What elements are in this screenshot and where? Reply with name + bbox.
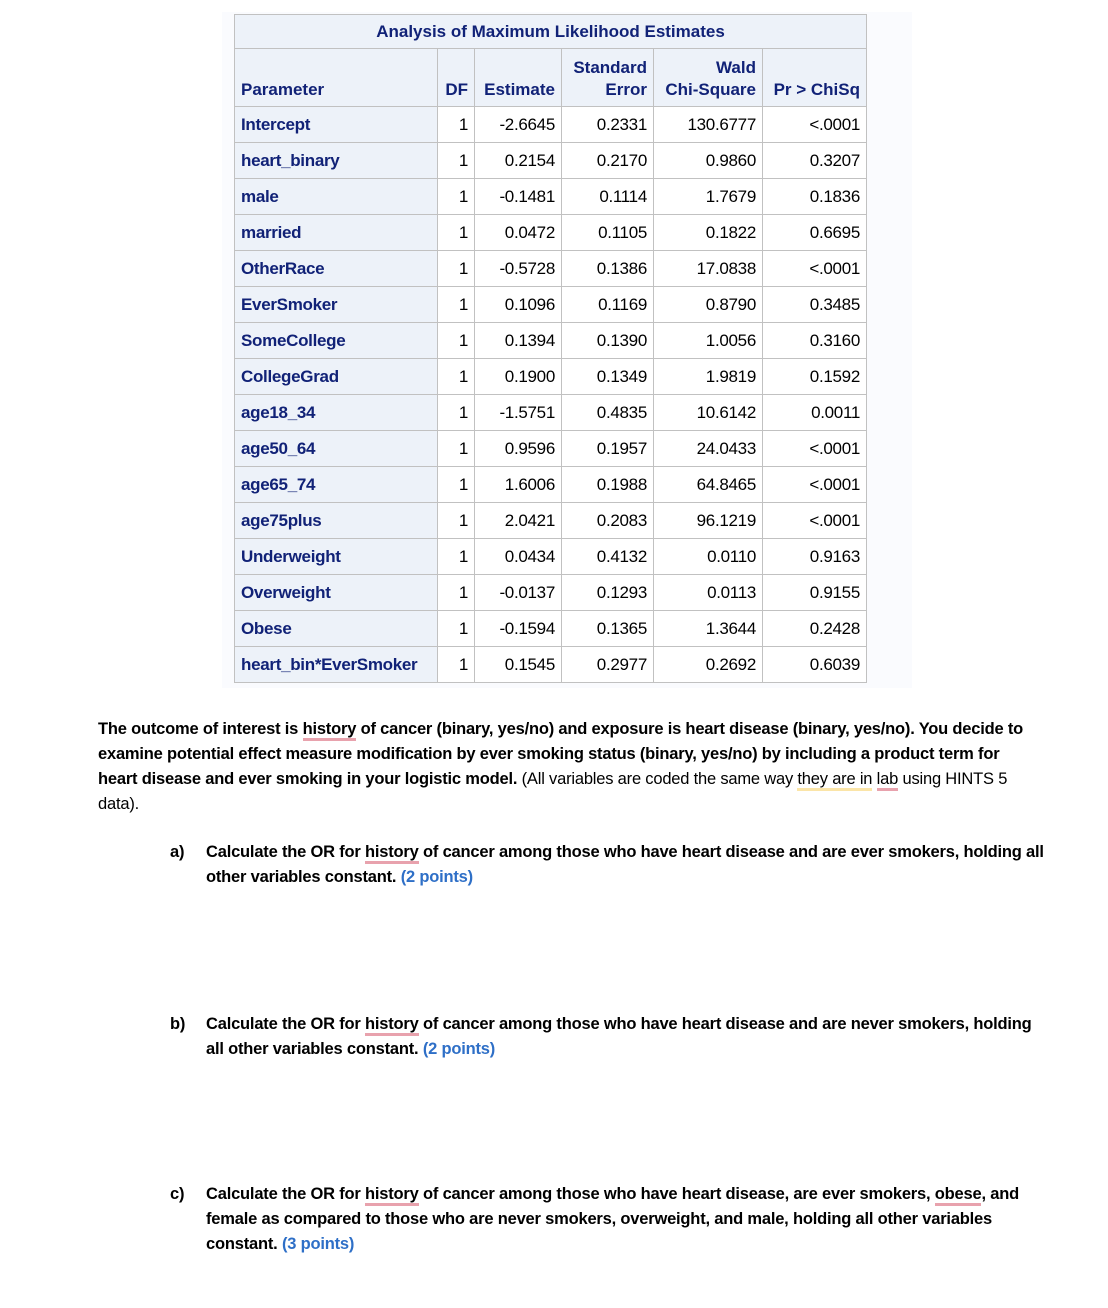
question-text-part: of cancer among those who have heart disease, are ever smokers, xyxy=(418,1185,935,1203)
intro-text: The outcome of interest is xyxy=(98,720,303,738)
cell-wald: 24.0433 xyxy=(654,431,763,467)
cell-wald: 0.0110 xyxy=(654,539,763,575)
cell-wald: 130.6777 xyxy=(654,107,763,143)
cell-estimate: -2.6645 xyxy=(475,107,562,143)
question-label: a) xyxy=(170,843,185,861)
cell-se: 0.1169 xyxy=(562,287,654,323)
question-text-part: history xyxy=(365,1185,419,1206)
cell-estimate: 0.9596 xyxy=(475,431,562,467)
points-label: (3 points) xyxy=(281,1235,355,1253)
points-label: (2 points) xyxy=(400,868,473,886)
question-c xyxy=(170,1182,1050,1257)
cell-se: 0.1114 xyxy=(562,179,654,215)
cell-p: <.0001 xyxy=(763,467,867,503)
cell-p: 0.9155 xyxy=(763,575,867,611)
header-estimate: Estimate xyxy=(475,49,562,107)
header-wald-line2: Chi-Square xyxy=(665,80,756,99)
cell-parameter: CollegeGrad xyxy=(235,359,438,395)
table-row xyxy=(235,251,867,287)
cell-p: <.0001 xyxy=(763,251,867,287)
table-row xyxy=(235,143,867,179)
table-row xyxy=(235,323,867,359)
header-df: DF xyxy=(438,49,475,107)
cell-estimate: 0.2154 xyxy=(475,143,562,179)
question-label: b) xyxy=(170,1015,186,1033)
cell-p: 0.3207 xyxy=(763,143,867,179)
header-se-line2: Error xyxy=(605,80,647,99)
cell-se: 0.1988 xyxy=(562,467,654,503)
cell-p: 0.2428 xyxy=(763,611,867,647)
cell-parameter: married xyxy=(235,215,438,251)
cell-parameter: heart_binary xyxy=(235,143,438,179)
intro-text: history xyxy=(303,720,357,741)
question-text-part: Calculate the OR for xyxy=(206,1015,365,1033)
table-row xyxy=(235,395,867,431)
cell-parameter: Obese xyxy=(235,611,438,647)
question-b xyxy=(170,1012,1050,1062)
table-row xyxy=(235,179,867,215)
cell-estimate: 2.0421 xyxy=(475,503,562,539)
table-row xyxy=(235,539,867,575)
question-text-part: Calculate the OR for xyxy=(206,843,365,861)
cell-wald: 1.7679 xyxy=(654,179,763,215)
cell-p: 0.3485 xyxy=(763,287,867,323)
cell-estimate: -1.5751 xyxy=(475,395,562,431)
intro-text: of cancer (binary, yes/no) and exposure is heart disease (binary, yes/no). You decide to examine potential effect measure modification by ever smoking status (binary, yes/no) by including a product term for heart disease and ever smoking in your logistic model. xyxy=(98,720,1024,788)
cell-parameter: age50_64 xyxy=(235,431,438,467)
cell-parameter: Underweight xyxy=(235,539,438,575)
cell-p: 0.6695 xyxy=(763,215,867,251)
cell-parameter: male xyxy=(235,179,438,215)
question-text-part: of cancer among those who have heart disease and are ever smokers, holding all other variables constant. xyxy=(206,843,1044,886)
table-row xyxy=(235,215,867,251)
table-row xyxy=(235,647,867,683)
cell-parameter: Overweight xyxy=(235,575,438,611)
cell-se: 0.1390 xyxy=(562,323,654,359)
header-wald xyxy=(654,49,763,107)
cell-df: 1 xyxy=(438,143,475,179)
cell-wald: 1.3644 xyxy=(654,611,763,647)
cell-df: 1 xyxy=(438,107,475,143)
cell-parameter: heart_bin*EverSmoker xyxy=(235,647,438,683)
cell-df: 1 xyxy=(438,359,475,395)
intro-paragraph xyxy=(98,717,1033,817)
question-text xyxy=(206,1182,1050,1257)
header-wald-line1: Wald xyxy=(716,58,756,77)
cell-df: 1 xyxy=(438,647,475,683)
cell-p: 0.1592 xyxy=(763,359,867,395)
table-row xyxy=(235,575,867,611)
question-text-part: history xyxy=(365,1015,419,1036)
cell-se: 0.2977 xyxy=(562,647,654,683)
intro-text: (All variables are coded the same way xyxy=(517,770,798,788)
cell-estimate: 0.1096 xyxy=(475,287,562,323)
question-text-part: history xyxy=(365,843,419,864)
cell-p: 0.9163 xyxy=(763,539,867,575)
cell-estimate: -0.1594 xyxy=(475,611,562,647)
question-text-part: , and female as compared to those who are never smokers, overweight, and male, holding all other variables constant. xyxy=(206,1185,1019,1253)
cell-df: 1 xyxy=(438,431,475,467)
cell-estimate: -0.5728 xyxy=(475,251,562,287)
table-row xyxy=(235,107,867,143)
cell-wald: 10.6142 xyxy=(654,395,763,431)
cell-estimate: -0.1481 xyxy=(475,179,562,215)
cell-se: 0.1293 xyxy=(562,575,654,611)
cell-p: <.0001 xyxy=(763,503,867,539)
cell-wald: 1.9819 xyxy=(654,359,763,395)
cell-se: 0.1957 xyxy=(562,431,654,467)
cell-parameter: age75plus xyxy=(235,503,438,539)
cell-se: 0.2331 xyxy=(562,107,654,143)
cell-se: 0.1365 xyxy=(562,611,654,647)
header-parameter: Parameter xyxy=(235,49,438,107)
cell-p: 0.6039 xyxy=(763,647,867,683)
question-text-part: Calculate the OR for xyxy=(206,1185,365,1203)
cell-df: 1 xyxy=(438,287,475,323)
header-se-line1: Standard xyxy=(573,58,647,77)
cell-se: 0.1386 xyxy=(562,251,654,287)
cell-df: 1 xyxy=(438,611,475,647)
cell-se: 0.4835 xyxy=(562,395,654,431)
cell-parameter: Intercept xyxy=(235,107,438,143)
intro-text: using HINTS 5 data). xyxy=(98,770,1008,813)
table-row xyxy=(235,611,867,647)
cell-estimate: 0.1394 xyxy=(475,323,562,359)
estimates-table-image xyxy=(222,12,912,688)
cell-df: 1 xyxy=(438,575,475,611)
table-row xyxy=(235,431,867,467)
question-text xyxy=(206,1012,1050,1062)
cell-parameter: SomeCollege xyxy=(235,323,438,359)
cell-se: 0.1349 xyxy=(562,359,654,395)
table-row xyxy=(235,503,867,539)
cell-df: 1 xyxy=(438,215,475,251)
cell-estimate: -0.0137 xyxy=(475,575,562,611)
cell-wald: 17.0838 xyxy=(654,251,763,287)
cell-df: 1 xyxy=(438,179,475,215)
header-p: Pr > ChiSq xyxy=(763,49,867,107)
cell-df: 1 xyxy=(438,539,475,575)
cell-wald: 0.1822 xyxy=(654,215,763,251)
question-text xyxy=(206,840,1050,890)
header-se xyxy=(562,49,654,107)
cell-estimate: 0.1545 xyxy=(475,647,562,683)
cell-p: 0.3160 xyxy=(763,323,867,359)
cell-df: 1 xyxy=(438,503,475,539)
intro-text: they are in xyxy=(797,770,872,791)
intro-text xyxy=(872,770,876,788)
table-title: Analysis of Maximum Likelihood Estimates xyxy=(235,15,867,49)
cell-df: 1 xyxy=(438,467,475,503)
cell-estimate: 0.1900 xyxy=(475,359,562,395)
cell-p: 0.1836 xyxy=(763,179,867,215)
cell-p: <.0001 xyxy=(763,107,867,143)
question-label: c) xyxy=(170,1185,185,1203)
cell-wald: 1.0056 xyxy=(654,323,763,359)
cell-wald: 0.0113 xyxy=(654,575,763,611)
cell-estimate: 0.0472 xyxy=(475,215,562,251)
mle-table xyxy=(234,14,867,683)
cell-se: 0.2083 xyxy=(562,503,654,539)
table-row xyxy=(235,287,867,323)
cell-wald: 0.9860 xyxy=(654,143,763,179)
cell-df: 1 xyxy=(438,323,475,359)
cell-parameter: age18_34 xyxy=(235,395,438,431)
cell-parameter: age65_74 xyxy=(235,467,438,503)
cell-wald: 0.2692 xyxy=(654,647,763,683)
cell-estimate: 1.6006 xyxy=(475,467,562,503)
cell-p: 0.0011 xyxy=(763,395,867,431)
cell-wald: 64.8465 xyxy=(654,467,763,503)
cell-estimate: 0.0434 xyxy=(475,539,562,575)
question-text-part: obese xyxy=(935,1185,982,1206)
cell-parameter: OtherRace xyxy=(235,251,438,287)
cell-wald: 96.1219 xyxy=(654,503,763,539)
question-text-part: of cancer among those who have heart disease and are never smokers, holding all other variables constant. xyxy=(206,1015,1032,1058)
cell-df: 1 xyxy=(438,251,475,287)
question-a xyxy=(170,840,1050,890)
cell-parameter: EverSmoker xyxy=(235,287,438,323)
table-row xyxy=(235,359,867,395)
points-label: (2 points) xyxy=(422,1040,496,1058)
cell-df: 1 xyxy=(438,395,475,431)
cell-wald: 0.8790 xyxy=(654,287,763,323)
table-row xyxy=(235,467,867,503)
cell-se: 0.1105 xyxy=(562,215,654,251)
cell-p: <.0001 xyxy=(763,431,867,467)
cell-se: 0.2170 xyxy=(562,143,654,179)
intro-text: lab xyxy=(877,770,898,791)
cell-se: 0.4132 xyxy=(562,539,654,575)
